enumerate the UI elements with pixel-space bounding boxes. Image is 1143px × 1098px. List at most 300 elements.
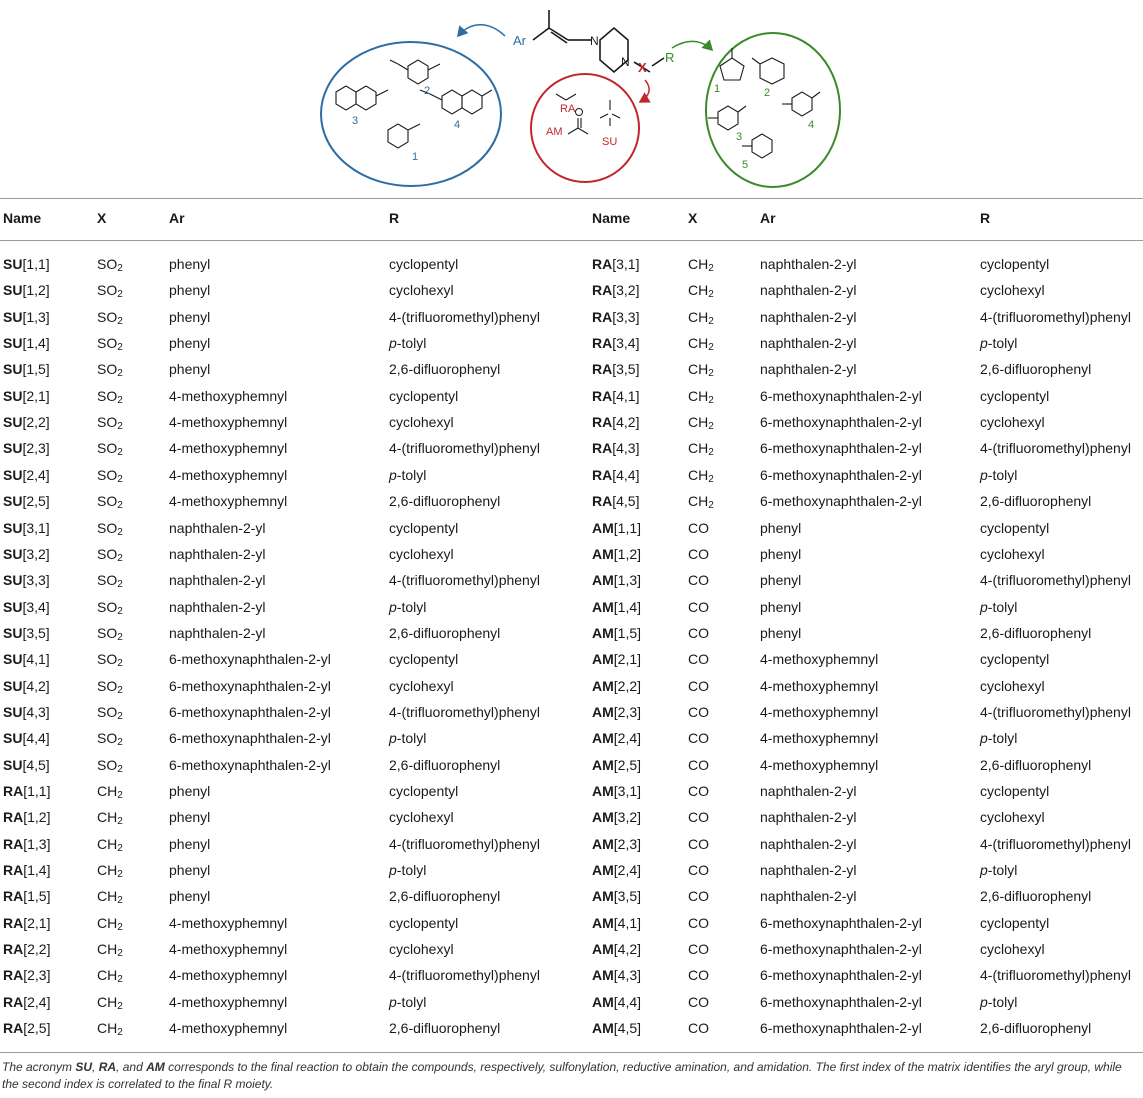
- table-row: [0, 621, 1143, 647]
- linker-x: [688, 256, 714, 272]
- linker-formula: CH: [97, 783, 118, 799]
- linker-formula: CO: [688, 756, 709, 773]
- r-arrow: [672, 41, 712, 50]
- linker-formula: SO: [97, 440, 118, 457]
- linker-subscript: 2: [117, 394, 123, 406]
- r-text: 4-(trifluoromethyl)phenyl: [389, 572, 540, 589]
- linker-x: [97, 994, 123, 1010]
- compound-prefix: RA: [592, 308, 613, 325]
- compound-name: [3, 915, 50, 931]
- linker-subscript: 2: [117, 790, 123, 801]
- linker-formula: CH: [688, 466, 709, 483]
- header-name-right: Name: [592, 210, 631, 226]
- r-text: cyclopentyl: [389, 783, 459, 799]
- r-text: cyclohexyl: [389, 677, 454, 694]
- compound-name: [592, 493, 639, 509]
- r-value: [980, 678, 1045, 694]
- linker-subscript: 2: [708, 368, 714, 380]
- table-row: [0, 305, 1143, 331]
- aryl-value: naphthalen-2-yl: [169, 545, 266, 562]
- r-value: [980, 440, 1131, 456]
- aryl-value: phenyl: [760, 572, 802, 589]
- r-value: [389, 1020, 500, 1036]
- linker-x: [688, 651, 709, 667]
- aryl-value: 4-methoxyphemnyl: [760, 677, 879, 694]
- linker-subscript: 2: [117, 605, 123, 617]
- compound-name: [592, 256, 639, 272]
- compound-prefix: SU: [3, 598, 23, 615]
- linker-x: [97, 520, 123, 536]
- table-row: [0, 436, 1143, 462]
- r-text: cyclopentyl: [980, 651, 1050, 668]
- linker-x: [97, 967, 123, 986]
- r-value: [389, 282, 454, 298]
- compound-index: [1,5]: [613, 624, 642, 641]
- linker-x: [688, 783, 709, 799]
- compound-name: [3, 757, 50, 773]
- compound-prefix: AM: [592, 783, 614, 799]
- linker-subscript: 2: [117, 895, 123, 907]
- linker-x: [97, 941, 123, 960]
- compound-name: [592, 994, 641, 1010]
- r-value: [980, 1020, 1091, 1036]
- compound-name: [592, 625, 641, 641]
- r-text: cyclopentyl: [980, 914, 1050, 931]
- aryl-value: phenyl: [169, 835, 211, 852]
- aryl-value: naphthalen-2-yl: [760, 862, 857, 879]
- aryl-value: phenyl: [169, 335, 211, 352]
- amide-oxygen: [576, 109, 583, 116]
- r-text: cyclohexyl: [389, 809, 454, 826]
- table-row: [0, 463, 1143, 489]
- compound-prefix: RA: [592, 414, 613, 431]
- aryl-value: 6-methoxynaphthalen-2-yl: [760, 1020, 922, 1037]
- r-value: [389, 651, 458, 667]
- r-italic-prefix: p: [980, 993, 988, 1010]
- linker-formula: SO: [97, 308, 118, 325]
- r-italic-prefix: p: [389, 598, 397, 615]
- compound-name: [592, 809, 641, 825]
- r-value: [980, 757, 1091, 773]
- linker-subscript: 2: [117, 263, 123, 274]
- aryl-value: 6-methoxynaphthalen-2-yl: [760, 914, 922, 931]
- linker-formula: SO: [97, 335, 118, 352]
- compound-prefix: RA: [3, 835, 24, 852]
- compound-index: [2,3]: [23, 967, 51, 984]
- r-num-2: 2: [764, 87, 771, 99]
- r-text: -tolyl: [396, 466, 427, 483]
- compound-name: [592, 546, 641, 562]
- linker-x: [688, 572, 709, 588]
- compound-index: [3,1]: [613, 783, 642, 799]
- r-value: [389, 783, 458, 799]
- linker-subscript: 2: [708, 289, 714, 301]
- aryl-value: phenyl: [169, 256, 211, 272]
- linker-x: [688, 730, 709, 746]
- compound-index: [2,1]: [613, 651, 642, 668]
- aryl-value: 4-methoxyphemnyl: [169, 967, 288, 984]
- r-text: -tolyl: [987, 993, 1018, 1010]
- compound-prefix: AM: [592, 624, 614, 641]
- compound-index: [1,4]: [22, 335, 50, 352]
- compound-index: [2,4]: [22, 466, 50, 483]
- linker-x: [97, 493, 123, 512]
- table-row: [0, 858, 1143, 884]
- compound-index: [3,4]: [22, 598, 50, 615]
- r-text: 4-(trifluoromethyl)phenyl: [980, 967, 1131, 984]
- aryl-value: 6-methoxynaphthalen-2-yl: [760, 967, 922, 984]
- compound-index: [1,2]: [613, 545, 642, 562]
- r-text: cyclopentyl: [389, 256, 459, 272]
- linker-formula: CH: [688, 440, 709, 457]
- r-value: [389, 309, 540, 325]
- compound-index: [2,3]: [613, 835, 642, 852]
- r-value: [389, 520, 458, 536]
- compound-prefix: RA: [592, 335, 613, 352]
- compound-prefix: AM: [592, 862, 614, 879]
- linker-x: [97, 440, 123, 459]
- x-r-bond: [652, 58, 664, 66]
- compound-name: [592, 467, 639, 483]
- compound-prefix: AM: [592, 677, 614, 694]
- r-text: cyclopentyl: [980, 783, 1050, 799]
- linker-formula: CH: [97, 809, 118, 826]
- compound-prefix: AM: [592, 993, 614, 1010]
- r-text: 2,6-difluorophenyl: [980, 493, 1092, 510]
- compound-prefix: SU: [3, 256, 23, 272]
- r-value: [980, 493, 1091, 509]
- r-text: 2,6-difluorophenyl: [389, 888, 501, 905]
- compound-index: [2,2]: [613, 677, 642, 694]
- aryl-value: 6-methoxynaphthalen-2-yl: [169, 730, 331, 747]
- aryl-value: phenyl: [169, 361, 211, 378]
- r-value: [389, 572, 540, 588]
- r-italic-prefix: p: [980, 862, 988, 879]
- compound-prefix: RA: [3, 862, 24, 879]
- compound-name: [3, 1020, 50, 1036]
- compound-name: [3, 546, 50, 562]
- r-value: [389, 862, 426, 878]
- table-row: [0, 884, 1143, 910]
- linker-subscript: 2: [708, 263, 714, 274]
- table-row: [0, 1016, 1143, 1042]
- compound-name: [592, 309, 639, 325]
- aryl-value: 4-methoxyphemnyl: [760, 756, 879, 773]
- linker-x: [688, 335, 714, 354]
- linker-subscript: 2: [117, 500, 123, 512]
- r-value: [980, 599, 1017, 615]
- table-row: [0, 937, 1143, 963]
- r-value: [389, 335, 426, 351]
- r-text: cyclopentyl: [980, 519, 1050, 536]
- r-value: [980, 915, 1049, 931]
- linker-formula: CO: [688, 941, 709, 958]
- aryl-value: phenyl: [169, 308, 211, 325]
- compound-name: [3, 467, 50, 483]
- r-text: -tolyl: [987, 862, 1018, 879]
- r-text: -tolyl: [396, 730, 427, 747]
- table-caption: The acronym SU, RA, and AM corresponds to the final reaction to obtain the compounds, respectively, sulfonylation, reductive amination, and amidation. The first index of the matrix identifies the aryl group, while the second index is correlated to the final R moiety.: [2, 1060, 1122, 1091]
- compound-prefix: AM: [592, 651, 614, 668]
- r-value: [980, 309, 1131, 325]
- r-value: [389, 440, 540, 456]
- r-value: [980, 625, 1091, 641]
- compound-name: [592, 1020, 641, 1036]
- r-italic-prefix: p: [389, 466, 397, 483]
- compound-prefix: AM: [592, 730, 614, 747]
- compound-name: [592, 520, 641, 536]
- core-n2-label: N: [621, 55, 630, 69]
- compound-index: [4,4]: [612, 466, 640, 483]
- header-ar-right: Ar: [760, 210, 776, 226]
- linker-subscript: 2: [117, 842, 123, 854]
- r-value: [980, 941, 1045, 957]
- aryl-value: 6-methoxynaphthalen-2-yl: [760, 440, 922, 457]
- compound-name: [592, 282, 639, 298]
- compound-name: [3, 414, 50, 430]
- linker-x: [688, 809, 709, 825]
- aryl-value: 4-methoxyphemnyl: [169, 1020, 288, 1037]
- linker-x: [688, 967, 709, 983]
- table-row: [0, 647, 1143, 673]
- r-value: [980, 809, 1045, 825]
- r-text: cyclopentyl: [980, 256, 1050, 272]
- table-row: [0, 595, 1143, 621]
- compound-prefix: AM: [592, 835, 614, 852]
- linker-formula: SO: [97, 598, 118, 615]
- r-text: 2,6-difluorophenyl: [980, 624, 1092, 641]
- linker-x: [688, 757, 709, 773]
- compound-name: [3, 282, 50, 298]
- aryl-value: naphthalen-2-yl: [760, 783, 857, 799]
- linker-group-panel: [531, 74, 639, 182]
- aryl-value: 6-methoxynaphthalen-2-yl: [169, 651, 331, 668]
- r-text: 2,6-difluorophenyl: [980, 361, 1092, 378]
- table-row: [0, 384, 1143, 410]
- compound-name: [3, 309, 50, 325]
- r-value: [389, 730, 426, 746]
- linker-formula: CH: [97, 993, 118, 1010]
- r-value: [980, 546, 1045, 562]
- compound-index: [2,4]: [613, 730, 642, 747]
- table-row: [0, 700, 1143, 726]
- r-value: [980, 414, 1045, 430]
- linker-x: [97, 783, 123, 799]
- header-r-left: R: [389, 210, 400, 226]
- linker-x: [688, 361, 714, 380]
- compound-prefix: SU: [3, 308, 23, 325]
- linker-formula: CO: [688, 703, 709, 720]
- r-value: [389, 967, 540, 983]
- linker-formula: CO: [688, 1020, 709, 1037]
- r-value: [389, 414, 454, 430]
- compound-name: [3, 256, 50, 272]
- linker-x: [688, 309, 714, 325]
- compound-prefix: SU: [3, 545, 23, 562]
- linker-x: [688, 493, 714, 512]
- aryl-value: naphthalen-2-yl: [169, 519, 266, 536]
- compound-index: [3,1]: [612, 256, 640, 272]
- r-value: [980, 862, 1017, 878]
- linker-x: [97, 282, 123, 301]
- r-value: [980, 651, 1049, 667]
- compound-name: [592, 704, 641, 720]
- table-row: [0, 963, 1143, 989]
- linker-x: [97, 915, 123, 931]
- r-value: [980, 704, 1131, 720]
- linker-formula: CO: [688, 993, 709, 1010]
- header-x-left: X: [97, 210, 107, 226]
- aryl-value: 6-methoxynaphthalen-2-yl: [169, 703, 331, 720]
- r-value: [389, 757, 500, 773]
- compound-name: [3, 361, 50, 377]
- linker-x: [688, 994, 709, 1010]
- linker-subscript: 2: [117, 421, 123, 433]
- compound-name: [3, 335, 50, 351]
- compound-name: [592, 678, 641, 694]
- r-value: [980, 994, 1017, 1010]
- r-value: [980, 783, 1049, 799]
- linker-formula: CO: [688, 967, 709, 984]
- linker-formula: CH: [97, 862, 118, 879]
- compound-index: [2,3]: [22, 440, 50, 457]
- compound-prefix: SU: [3, 466, 23, 483]
- compound-name: [592, 915, 641, 931]
- r-text: -tolyl: [396, 598, 427, 615]
- aryl-value: phenyl: [169, 888, 211, 905]
- compound-prefix: SU: [3, 414, 23, 431]
- r-text: cyclohexyl: [980, 941, 1045, 958]
- header-r-right: R: [980, 210, 991, 226]
- linker-formula: CH: [97, 967, 118, 984]
- linker-formula: SO: [97, 493, 118, 510]
- r-value: [389, 388, 458, 404]
- compound-prefix: RA: [3, 914, 24, 931]
- compound-index: [1,2]: [23, 809, 51, 826]
- core-x-label: X: [638, 60, 647, 75]
- compound-name: [3, 704, 50, 720]
- compound-name: [3, 994, 50, 1010]
- compound-prefix: AM: [592, 598, 614, 615]
- linker-formula: CO: [688, 677, 709, 694]
- compound-index: [2,1]: [23, 914, 51, 931]
- r-value: [389, 915, 458, 931]
- r-value: [389, 599, 426, 615]
- linker-subscript: 2: [708, 447, 714, 459]
- compound-name: [592, 967, 641, 983]
- r-text: cyclopentyl: [389, 519, 459, 536]
- compound-index: [4,3]: [612, 440, 640, 457]
- r-text: -tolyl: [396, 335, 427, 352]
- aryl-value: 4-methoxyphemnyl: [169, 440, 288, 457]
- linker-x: [97, 704, 123, 720]
- linker-x: [97, 467, 123, 483]
- linker-x: [97, 361, 123, 380]
- linker-x: [97, 256, 123, 272]
- linker-formula: CO: [688, 783, 709, 799]
- linker-x: [688, 678, 709, 694]
- r-text: -tolyl: [396, 993, 427, 1010]
- linker-subscript: 2: [117, 315, 123, 327]
- compound-index: [2,2]: [22, 414, 50, 431]
- linker-formula: SO: [97, 730, 118, 747]
- compound-prefix: SU: [3, 335, 23, 352]
- compound-prefix: AM: [592, 888, 614, 905]
- linker-formula: CO: [688, 809, 709, 826]
- r-text: 4-(trifluoromethyl)phenyl: [980, 835, 1131, 852]
- compound-prefix: RA: [3, 941, 24, 958]
- compound-index: [1,2]: [22, 282, 50, 299]
- compound-name: [3, 599, 50, 615]
- r-text: 4-(trifluoromethyl)phenyl: [389, 440, 540, 457]
- linker-subscript: 2: [117, 710, 123, 722]
- table-row: [0, 331, 1143, 357]
- compound-prefix: SU: [3, 703, 23, 720]
- linker-subscript: 2: [117, 816, 123, 828]
- r-text: 2,6-difluorophenyl: [389, 361, 501, 378]
- aryl-value: naphthalen-2-yl: [760, 282, 857, 299]
- linker-ra-label: RA: [560, 103, 576, 115]
- linker-subscript: 2: [117, 737, 123, 749]
- compound-prefix: SU: [3, 282, 23, 299]
- compound-name: [3, 836, 50, 852]
- r-text: cyclohexyl: [389, 941, 454, 958]
- compound-index: [3,5]: [22, 624, 50, 641]
- compound-prefix: RA: [3, 993, 24, 1010]
- linker-x: [97, 309, 123, 325]
- compound-index: [4,5]: [22, 756, 50, 773]
- aryl-value: 4-methoxyphemnyl: [169, 387, 288, 404]
- compound-name: [3, 440, 50, 456]
- linker-x: [97, 862, 123, 881]
- aryl-value: 6-methoxynaphthalen-2-yl: [760, 941, 922, 958]
- compound-index: [4,4]: [613, 993, 642, 1010]
- linker-arrow: [640, 80, 649, 102]
- linker-subscript: 2: [117, 658, 123, 670]
- linker-x: [97, 625, 123, 641]
- r-value: [980, 730, 1017, 746]
- linker-formula: CO: [688, 519, 709, 536]
- linker-subscript: 2: [117, 684, 123, 696]
- r-text: -tolyl: [987, 598, 1018, 615]
- compound-index: [1,1]: [613, 519, 642, 536]
- linker-x: [97, 414, 123, 433]
- aryl-value: 6-methoxynaphthalen-2-yl: [760, 493, 922, 510]
- compound-index: [4,5]: [612, 493, 640, 510]
- compound-index: [1,1]: [22, 256, 50, 272]
- linker-subscript: 2: [117, 342, 123, 354]
- compound-index: [4,1]: [22, 651, 50, 668]
- table-row: [0, 990, 1143, 1016]
- aryl-value: 4-methoxyphemnyl: [169, 493, 288, 510]
- table-row: [0, 753, 1143, 779]
- linker-su-label: SU: [602, 136, 618, 148]
- compound-name: [3, 678, 50, 694]
- aryl-value: phenyl: [169, 862, 211, 879]
- compound-index: [2,4]: [613, 862, 642, 879]
- compound-prefix: RA: [592, 361, 613, 378]
- header-name-left: Name: [3, 210, 42, 226]
- compound-name: [592, 862, 641, 878]
- aryl-value: 4-methoxyphemnyl: [169, 941, 288, 958]
- header-x-right: X: [688, 210, 698, 226]
- linker-subscript: 2: [708, 500, 714, 512]
- core-ar-label: Ar: [513, 33, 526, 48]
- linker-formula: SO: [97, 256, 118, 272]
- compound-prefix: RA: [592, 387, 613, 404]
- compound-prefix: SU: [3, 440, 23, 457]
- compound-prefix: RA: [3, 809, 24, 826]
